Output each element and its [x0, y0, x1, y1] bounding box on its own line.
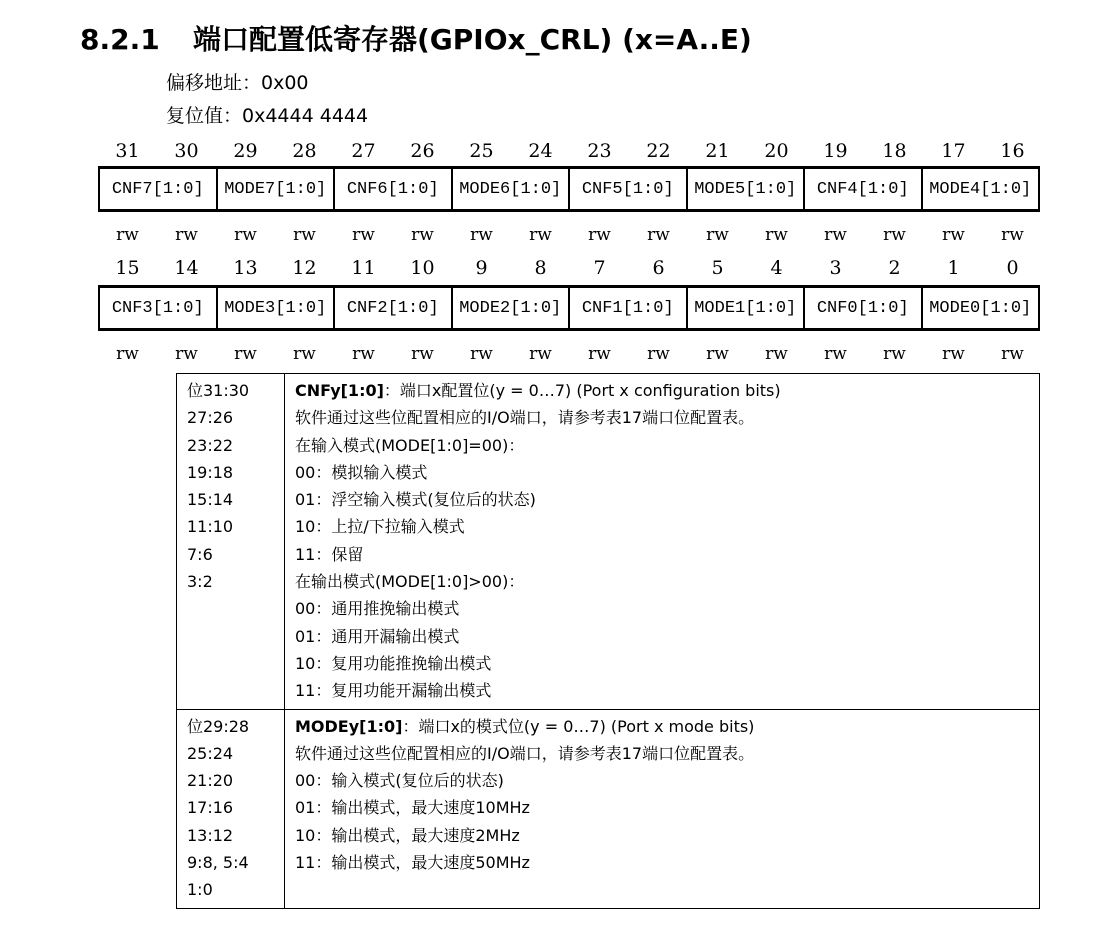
bit-number: 24: [528, 140, 553, 162]
access-type: rw: [234, 225, 257, 245]
access-type: rw: [765, 344, 788, 364]
description-line: 11：输出模式，最大速度50MHz: [295, 853, 530, 873]
access-type: rw: [588, 225, 611, 245]
access-type: rw: [706, 344, 729, 364]
bit-number: 27: [351, 140, 376, 162]
description-line: 11：复用功能开漏输出模式: [295, 681, 492, 701]
bit-range: 21:20: [187, 771, 234, 791]
bit-range: 25:24: [187, 743, 234, 763]
access-type: rw: [411, 225, 434, 245]
upper-register-row: [98, 166, 1040, 212]
section-number: 8.2.1: [80, 23, 160, 56]
description-line: 11：保留: [295, 544, 364, 564]
field-name: CNFy[1:0]: [295, 381, 384, 400]
lower-register-row: [98, 285, 1040, 331]
bit-number: 6: [652, 257, 665, 279]
access-type: rw: [352, 344, 375, 364]
bit-range: 19:18: [187, 462, 234, 482]
access-type: rw: [883, 225, 906, 245]
section-title: [80, 18, 752, 58]
bit-number: 15: [115, 257, 140, 279]
access-type: rw: [647, 344, 670, 364]
bit-number: 21: [705, 140, 730, 162]
bit-range: 位31:30: [187, 381, 250, 400]
access-type: rw: [175, 344, 198, 364]
bit-range-cell: [177, 374, 285, 710]
access-type: rw: [352, 225, 375, 245]
field-heading-text: ：端口x的模式位(y = 0…7) (Port x mode bits): [402, 716, 755, 736]
access-type: rw: [116, 344, 139, 364]
register-field: CNF7[1:0]: [100, 169, 218, 209]
bit-range: 17:16: [187, 798, 234, 818]
description-line: 01：通用开漏输出模式: [295, 626, 460, 646]
access-type: rw: [765, 225, 788, 245]
access-type: rw: [1001, 344, 1024, 364]
access-type: rw: [824, 344, 847, 364]
field-heading-text: ：端口x配置位(y = 0…7) (Port x configuration bits): [383, 381, 781, 400]
register-field: CNF0[1:0]: [805, 288, 923, 328]
register-field: MODE0[1:0]: [929, 298, 1032, 318]
bit-range: 27:26: [187, 408, 234, 428]
bit-number: 9: [475, 257, 488, 279]
description-line: 10：输出模式，最大速度2MHz: [295, 825, 520, 845]
bit-number: 16: [1000, 140, 1025, 162]
bit-number: 1: [947, 257, 960, 279]
register-field: CNF4[1:0]: [805, 169, 923, 209]
access-type: rw: [883, 344, 906, 364]
bit-number: 10: [410, 257, 435, 279]
access-type: rw: [470, 225, 493, 245]
access-type: rw: [116, 225, 139, 245]
description-line: 01：浮空输入模式(复位后的状态): [295, 490, 536, 510]
access-type: rw: [234, 344, 257, 364]
field-name: MODEy[1:0]: [295, 716, 403, 736]
bit-number: 11: [351, 257, 376, 279]
bit-number: 17: [941, 140, 966, 162]
section-title-text: 端口配置低寄存器(GPIOx_CRL) (x=A..E): [193, 23, 752, 56]
bit-number: 19: [823, 140, 848, 162]
bit-number: 26: [410, 140, 435, 162]
access-type: rw: [175, 225, 198, 245]
bit-range: 11:10: [187, 517, 234, 537]
description-line: 00：通用推挽输出模式: [295, 599, 460, 619]
bit-description-table: [176, 373, 1040, 909]
field-heading: [295, 377, 1031, 404]
register-field: CNF6[1:0]: [335, 169, 453, 209]
access-type: rw: [293, 344, 316, 364]
bit-number: 4: [770, 257, 783, 279]
access-type: rw: [824, 225, 847, 245]
bit-number: 22: [646, 140, 671, 162]
description-line: 01：输出模式，最大速度10MHz: [295, 798, 530, 818]
register-field: CNF5[1:0]: [570, 169, 688, 209]
lower-bit-numbers: [98, 257, 1042, 279]
register-field: MODE1[1:0]: [688, 288, 806, 328]
bit-number: 8: [534, 257, 547, 279]
access-type: rw: [529, 225, 552, 245]
description-cell: [285, 374, 1040, 710]
bit-number: 31: [115, 140, 140, 162]
description-cell: [285, 709, 1040, 908]
access-type: rw: [1001, 225, 1024, 245]
register-field: MODE4[1:0]: [929, 179, 1032, 199]
bit-range: 1:0: [187, 880, 213, 900]
access-type: rw: [411, 344, 434, 364]
bit-number: 30: [174, 140, 199, 162]
bit-range: 7:6: [187, 544, 213, 564]
field-heading: [295, 713, 1031, 740]
register-field: MODE7[1:0]: [218, 169, 336, 209]
register-field: CNF2[1:0]: [335, 288, 453, 328]
access-type: rw: [529, 344, 552, 364]
description-row: [177, 709, 1040, 908]
offset-address: 偏移地址：0x00: [166, 72, 309, 94]
register-field: MODE6[1:0]: [453, 169, 571, 209]
description-line: 10：复用功能推挽输出模式: [295, 653, 492, 673]
bit-range: 3:2: [187, 572, 213, 592]
register-field: MODE3[1:0]: [218, 288, 336, 328]
bit-range: 15:14: [187, 490, 234, 510]
description-line: 软件通过这些位配置相应的I/O端口，请参考表17端口位配置表。: [295, 743, 755, 763]
access-type: rw: [706, 225, 729, 245]
access-type: rw: [942, 344, 965, 364]
access-type: rw: [647, 225, 670, 245]
bit-number: 0: [1006, 257, 1019, 279]
bit-number: 20: [764, 140, 789, 162]
access-type: rw: [470, 344, 493, 364]
bit-number: 28: [292, 140, 317, 162]
upper-bit-numbers: [98, 140, 1042, 162]
register-field: CNF1[1:0]: [570, 288, 688, 328]
description-line: 软件通过这些位配置相应的I/O端口，请参考表17端口位配置表。: [295, 408, 755, 428]
description-line: 10：上拉/下拉输入模式: [295, 517, 465, 537]
bit-number: 5: [711, 257, 724, 279]
bit-range: 位29:28: [187, 716, 250, 736]
register-field: MODE5[1:0]: [688, 169, 806, 209]
bit-range-cell: [177, 709, 285, 908]
description-line: 00：模拟输入模式: [295, 462, 428, 482]
access-type: rw: [293, 225, 316, 245]
access-type: rw: [588, 344, 611, 364]
bit-number: 25: [469, 140, 494, 162]
register-field: MODE2[1:0]: [453, 288, 571, 328]
lower-access-row: [98, 344, 1042, 364]
bit-number: 29: [233, 140, 258, 162]
bit-number: 23: [587, 140, 612, 162]
description-line: 在输入模式(MODE[1:0]=00)：: [295, 435, 525, 455]
bit-number: 13: [233, 257, 258, 279]
bit-number: 18: [882, 140, 907, 162]
bit-range: 23:22: [187, 435, 234, 455]
reset-value: 复位值：0x4444 4444: [166, 105, 369, 127]
access-type: rw: [942, 225, 965, 245]
bit-number: 12: [292, 257, 317, 279]
bit-number: 2: [888, 257, 901, 279]
register-field: CNF3[1:0]: [100, 288, 218, 328]
bit-range: 13:12: [187, 825, 234, 845]
bit-number: 14: [174, 257, 199, 279]
upper-access-row: [98, 225, 1042, 245]
bit-number: 3: [829, 257, 842, 279]
description-row: [177, 374, 1040, 710]
description-line: 在输出模式(MODE[1:0]>00)：: [295, 572, 525, 592]
bit-number: 7: [593, 257, 606, 279]
bit-range: 9:8, 5:4: [187, 853, 249, 873]
description-line: 00：输入模式(复位后的状态): [295, 771, 504, 791]
